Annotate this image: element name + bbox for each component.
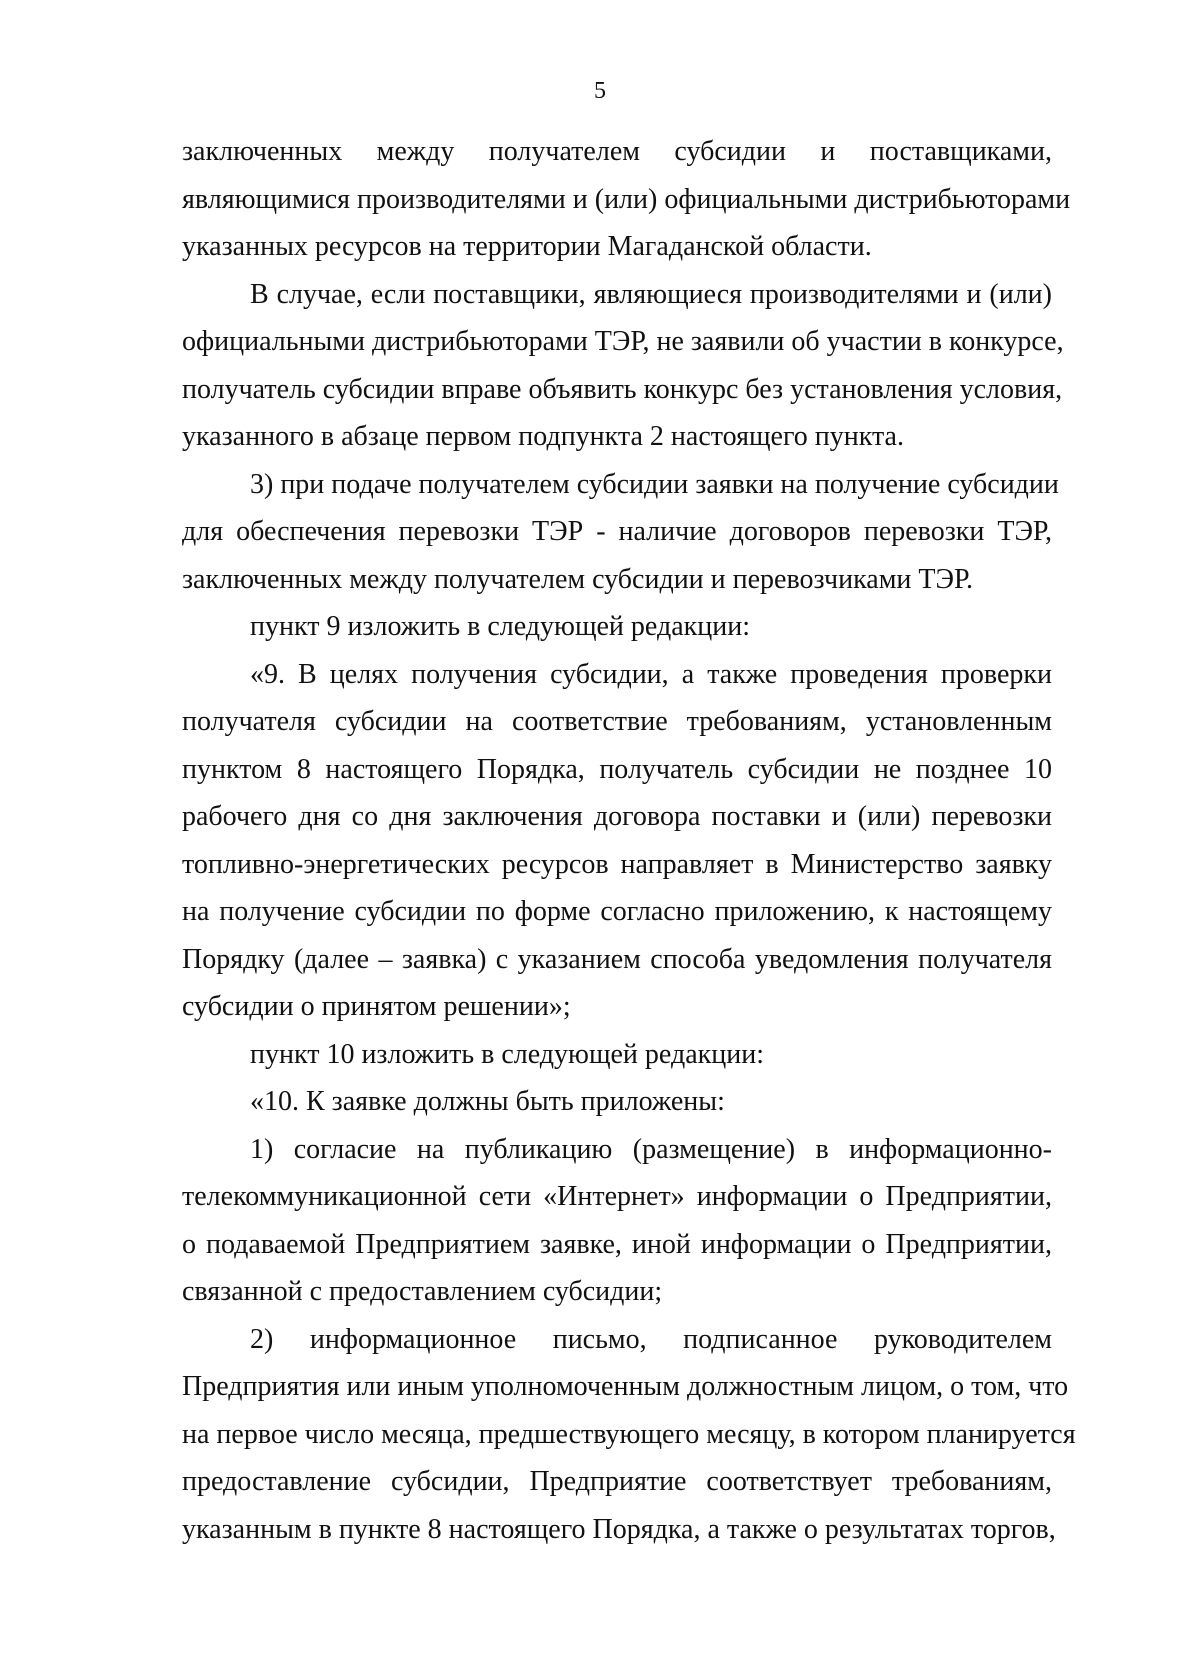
paragraph-subitem-3 [182, 461, 1059, 604]
text-line: пункт 10 изложить в следующей редакции: [250, 1038, 764, 1070]
text-line: указанного в абзаце первом подпункта 2 настоящего пункта. [182, 421, 904, 452]
paragraph-subitem-1 [182, 1126, 1052, 1316]
text-line: В случае, если поставщики, являющиеся производителями и (или) [250, 278, 1052, 310]
text-line: являющимися производителями и (или) официальными дистрибьюторами [182, 183, 1071, 215]
paragraph-subitem-2 [182, 1316, 1076, 1554]
text-line: «9. В целях получения субсидии, а также проведения проверки [250, 658, 1052, 690]
text-line: Предприятия или иным уполномоченным должностным лицом, о том, что [182, 1371, 1069, 1402]
text-line: пункт 9 изложить в следующей редакции: [250, 611, 750, 642]
paragraph-continuation [182, 128, 1071, 271]
text-line: 2) информационное письмо, подписанное руководителем [250, 1323, 1052, 1355]
page-number: 5 [594, 78, 606, 104]
text-line: указанных ресурсов на территории Магаданской области. [182, 231, 872, 262]
text-line: получатель субсидии вправе объявить конкурс без установления условия, [182, 373, 1063, 405]
text-line: получателя субсидии на соответствие требованиям, установленным [182, 706, 1052, 737]
text-line: официальными дистрибьюторами ТЭР, не заявили об участии в конкурсе, [182, 326, 1064, 357]
text-line: предоставление субсидии, Предприятие соответствует требованиям, [182, 1466, 1052, 1497]
text-line: связанной с предоставлением субсидии; [182, 1276, 663, 1307]
paragraph-item-9 [182, 651, 1052, 1031]
text-line: Порядку (далее – заявка) с указанием способа уведомления получателя [182, 943, 1052, 975]
text-line: «10. К заявке должны быть приложены: [250, 1086, 725, 1117]
text-line: телекоммуникационной сети «Интернет» информации о Предприятии, [182, 1181, 1052, 1212]
text-line: для обеспечения перевозки ТЭР - наличие договоров перевозки ТЭР, [182, 516, 1052, 547]
paragraph-item-10-heading [182, 1031, 1052, 1079]
paragraph-item-10 [182, 1078, 1052, 1126]
text-line: топливно-энергетических ресурсов направляет в Министерство заявку [182, 848, 1052, 880]
text-line: 3) при подаче получателем субсидии заявки на получение субсидии [250, 468, 1059, 500]
text-line: на получение субсидии по форме согласно приложению, к настоящему [182, 896, 1052, 927]
paragraph-item-9-heading [182, 603, 1052, 651]
text-line: субсидии о принятом решении»; [182, 991, 571, 1022]
paragraph-no-bidders [182, 271, 1064, 461]
text-line: на первое число месяца, предшествующего месяцу, в котором планируется [182, 1418, 1076, 1450]
document-body [182, 128, 1076, 1553]
text-line: заключенных между получателем субсидии и перевозчиками ТЭР. [182, 563, 974, 595]
text-line: 1) согласие на публикацию (размещение) в информационно- [250, 1133, 1052, 1165]
text-line: рабочего дня со дня заключения договора поставки и (или) перевозки [182, 801, 1052, 832]
text-line: заключенных между получателем субсидии и поставщиками, [182, 136, 1052, 167]
text-line: о подаваемой Предприятием заявке, иной информации о Предприятии, [182, 1228, 1052, 1260]
text-line: пунктом 8 настоящего Порядка, получатель субсидии не позднее 10 [182, 753, 1052, 785]
text-line: указанным в пункте 8 настоящего Порядка, а также о результатах торгов, [182, 1513, 1056, 1545]
